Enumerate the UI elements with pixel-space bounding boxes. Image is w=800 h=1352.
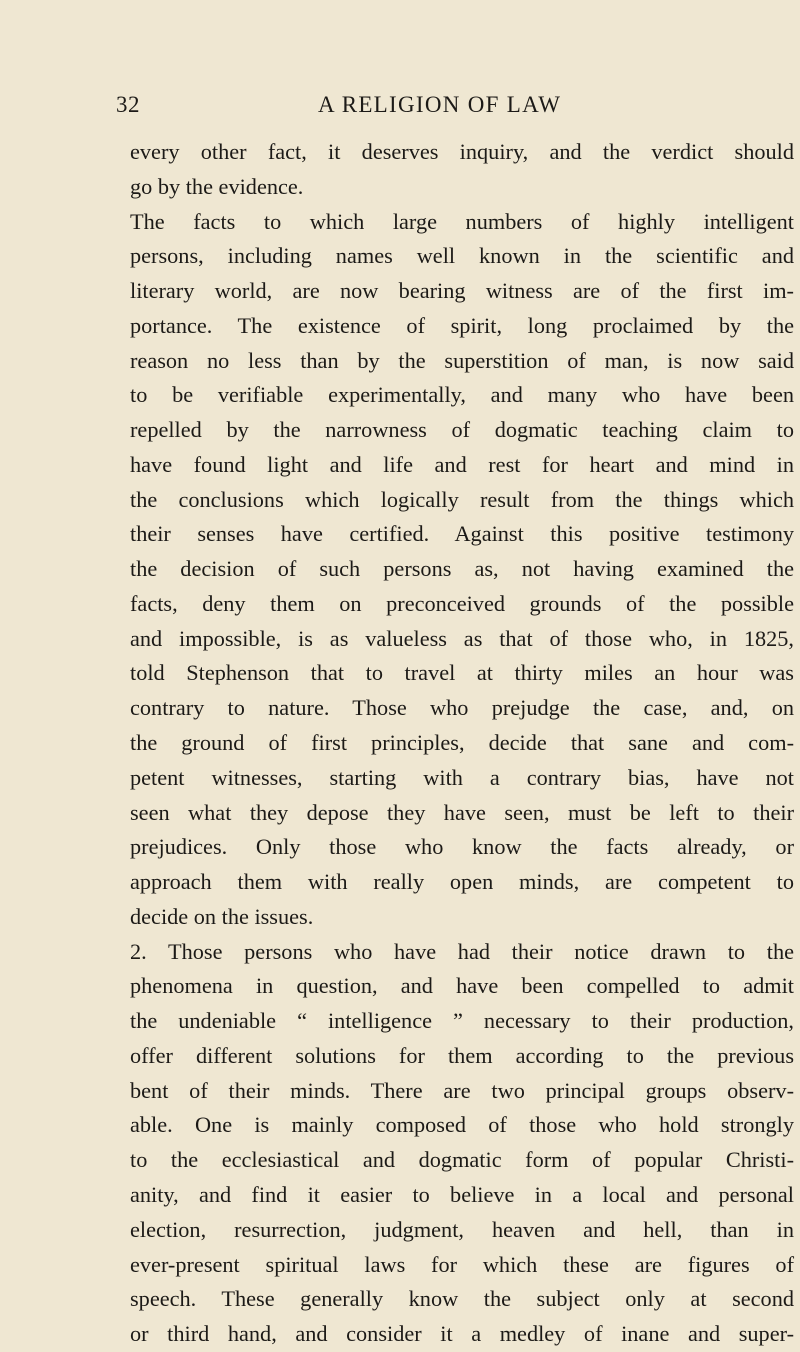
text-line: the undeniable “ intelligence ” necessary to their production, — [130, 1008, 794, 1034]
text-line: repelled by the narrowness of dogmatic teaching claim to — [130, 417, 794, 443]
text-line: portance. The existence of spirit, long proclaimed by the — [130, 312, 794, 338]
text-line: to be verifiable experimentally, and many who have been — [130, 382, 794, 408]
text-line: persons, including names well known in the scientific and — [130, 243, 794, 269]
body-text — [130, 135, 794, 1352]
text-line: literary world, are now bearing witness are of the first im- — [130, 278, 794, 304]
text-line: offer different solutions for them according to the previous — [130, 1042, 794, 1068]
text-line: contrary to nature. Those who prejudge the case, and, on — [130, 695, 794, 721]
text-line: the conclusions which logically result from the things which — [130, 486, 794, 512]
text-line: decide on the issues. — [130, 903, 314, 929]
text-line: facts, deny them on preconceived grounds of the possible — [130, 590, 794, 616]
text-line: their senses have certified. Against this positive testimony — [130, 521, 794, 547]
text-line: told Stephenson that to travel at thirty miles an hour was — [130, 660, 794, 686]
text-line: The facts to which large numbers of highly intelligent — [130, 208, 794, 234]
text-line: 2. Those persons who have had their notice drawn to the — [130, 938, 794, 964]
text-line: to the ecclesiastical and dogmatic form of popular Christi- — [130, 1147, 794, 1173]
text-line: seen what they depose they have seen, must be left to their — [130, 799, 794, 825]
text-line: the ground of first principles, decide that sane and com- — [130, 730, 794, 756]
text-line: or third hand, and consider it a medley of inane and super- — [130, 1321, 794, 1347]
page-number: 32 — [116, 92, 140, 117]
text-line: election, resurrection, judgment, heaven and hell, than in — [130, 1216, 794, 1242]
text-line: have found light and life and rest for heart and mind in — [130, 451, 794, 477]
text-line: reason no less than by the superstition of man, is now said — [130, 347, 794, 373]
running-title: A RELIGION OF LAW — [318, 92, 562, 117]
text-line: every other fact, it deserves inquiry, and the verdict should — [130, 139, 794, 164]
text-line: ever-present spiritual laws for which these are figures of — [130, 1251, 794, 1277]
text-line: petent witnesses, starting with a contrary bias, have not — [130, 764, 794, 790]
page-header — [0, 92, 800, 124]
text-line: speech. These generally know the subject only at second — [130, 1286, 794, 1312]
text-line: the decision of such persons as, not having examined the — [130, 556, 794, 582]
text-line: able. One is mainly composed of those who hold strongly — [130, 1112, 794, 1138]
text-line: phenomena in question, and have been compelled to admit — [130, 973, 794, 999]
text-line: prejudices. Only those who know the facts already, or — [130, 834, 794, 860]
text-line: bent of their minds. There are two principal groups observ- — [130, 1077, 794, 1103]
text-line: approach them with really open minds, are competent to — [130, 869, 794, 895]
text-line: anity, and find it easier to believe in a local and personal — [130, 1181, 794, 1207]
text-line: and impossible, is as valueless as that of those who, in 1825, — [130, 625, 794, 651]
text-line: go by the evidence. — [130, 173, 304, 199]
